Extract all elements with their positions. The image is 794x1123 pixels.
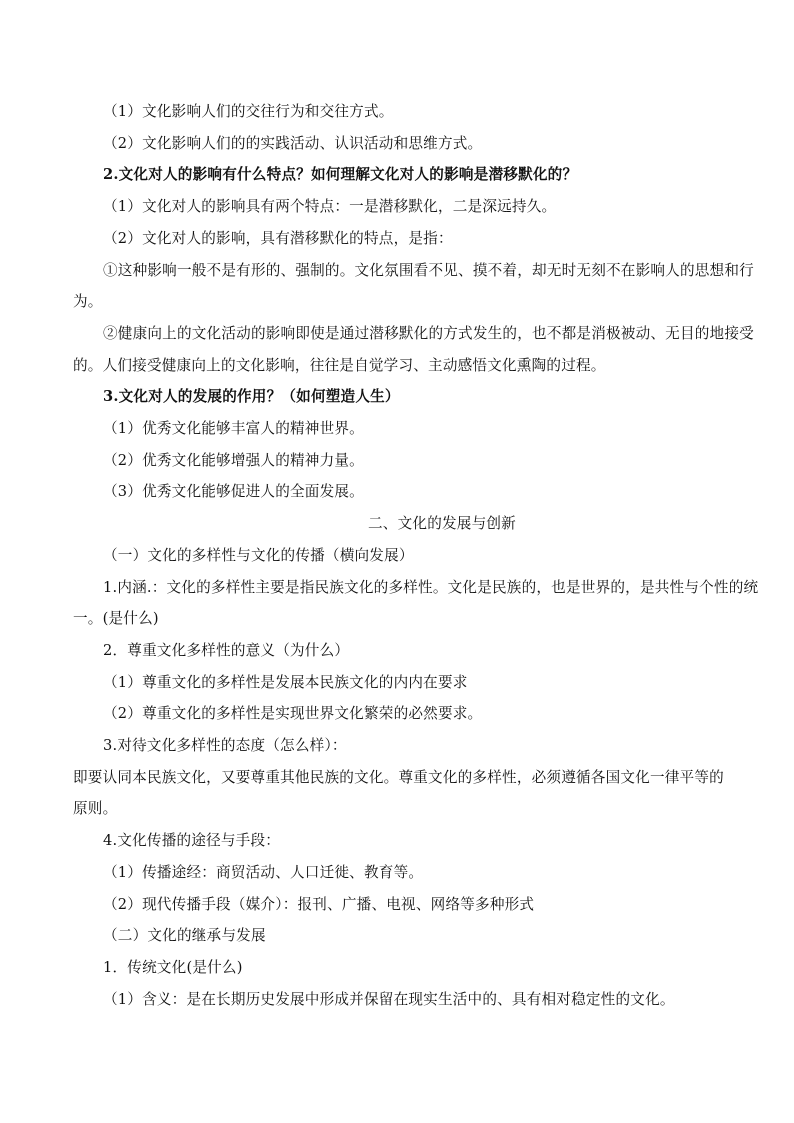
- paragraph-line: （3）优秀文化能够促进人的全面发展。: [103, 483, 364, 500]
- paragraph-line: （2）现代传播手段（媒介）：报刊、广播、电视、网络等多种形式: [103, 896, 535, 913]
- paragraph-line: 4.文化传播的途径与手段：: [103, 832, 281, 849]
- paragraph-line: 3.对待文化多样性的态度（怎么样）：: [103, 737, 347, 754]
- paragraph-line: （1）尊重文化的多样性是发展本民族文化的内内在要求: [103, 674, 468, 691]
- paragraph-line: （2）优秀文化能够增强人的精神力量。: [103, 452, 364, 469]
- paragraph-line: 1．传统文化(是什么): [103, 959, 243, 976]
- paragraph-line: ②健康向上的文化活动的影响即使是通过潜移默化的方式发生的，也不都是消极被动、无目的地接受: [103, 325, 754, 342]
- section-title: 二、文化的发展与创新: [368, 515, 516, 532]
- paragraph-line: 为。: [73, 293, 103, 310]
- paragraph-line: （1）优秀文化能够丰富人的精神世界。: [103, 420, 364, 437]
- paragraph-line: （1）文化影响人们的交往行为和交往方式。: [103, 103, 394, 120]
- paragraph-line: 原则。: [73, 800, 118, 817]
- section-question-heading: 3.文化对人的发展的作用？（如何塑造人生）: [103, 388, 400, 405]
- paragraph-line: 2．尊重文化多样性的意义（为什么）: [103, 642, 350, 659]
- section-question-heading: 2.文化对人的影响有什么特点？如何理解文化对人的影响是潜移默化的？: [103, 166, 578, 183]
- paragraph-line: （1）文化对人的影响具有两个特点：一是潜移默化，二是深远持久。: [103, 198, 557, 215]
- paragraph-line: 的。人们接受健康向上的文化影响，往往是自觉学习、主动感悟文化熏陶的过程。: [73, 357, 606, 374]
- subsection-heading: （一）文化的多样性与文化的传播（横向发展）: [103, 547, 414, 564]
- paragraph-line: 即要认同本民族文化，又要尊重其他民族的文化。尊重文化的多样性，必须遵循各国文化一律平等的: [73, 769, 724, 786]
- paragraph-line: （2）文化影响人们的的实践活动、认识活动和思维方式。: [103, 135, 483, 152]
- paragraph-line: ①这种影响一般不是有形的、强制的。文化氛围看不见、摸不着，却无时无刻不在影响人的思想和行: [103, 262, 754, 279]
- paragraph-line: 一。(是什么): [73, 610, 159, 627]
- paragraph-line: （1）传播途经：商贸活动、人口迁徙、教育等。: [103, 864, 424, 881]
- subsection-heading: （二）文化的继承与发展: [103, 927, 266, 944]
- paragraph-line: （1）含义：是在长期历史发展中形成并保留在现实生活中的、具有相对稳定性的文化。: [103, 991, 675, 1008]
- paragraph-line: 1.内涵.：文化的多样性主要是指民族文化的多样性。文化是民族的，也是世界的，是共性与个性的统: [103, 579, 759, 596]
- paragraph-line: （2）尊重文化的多样性是实现世界文化繁荣的必然要求。: [103, 705, 483, 722]
- paragraph-line: （2）文化对人的影响，具有潜移默化的特点，是指：: [103, 230, 453, 247]
